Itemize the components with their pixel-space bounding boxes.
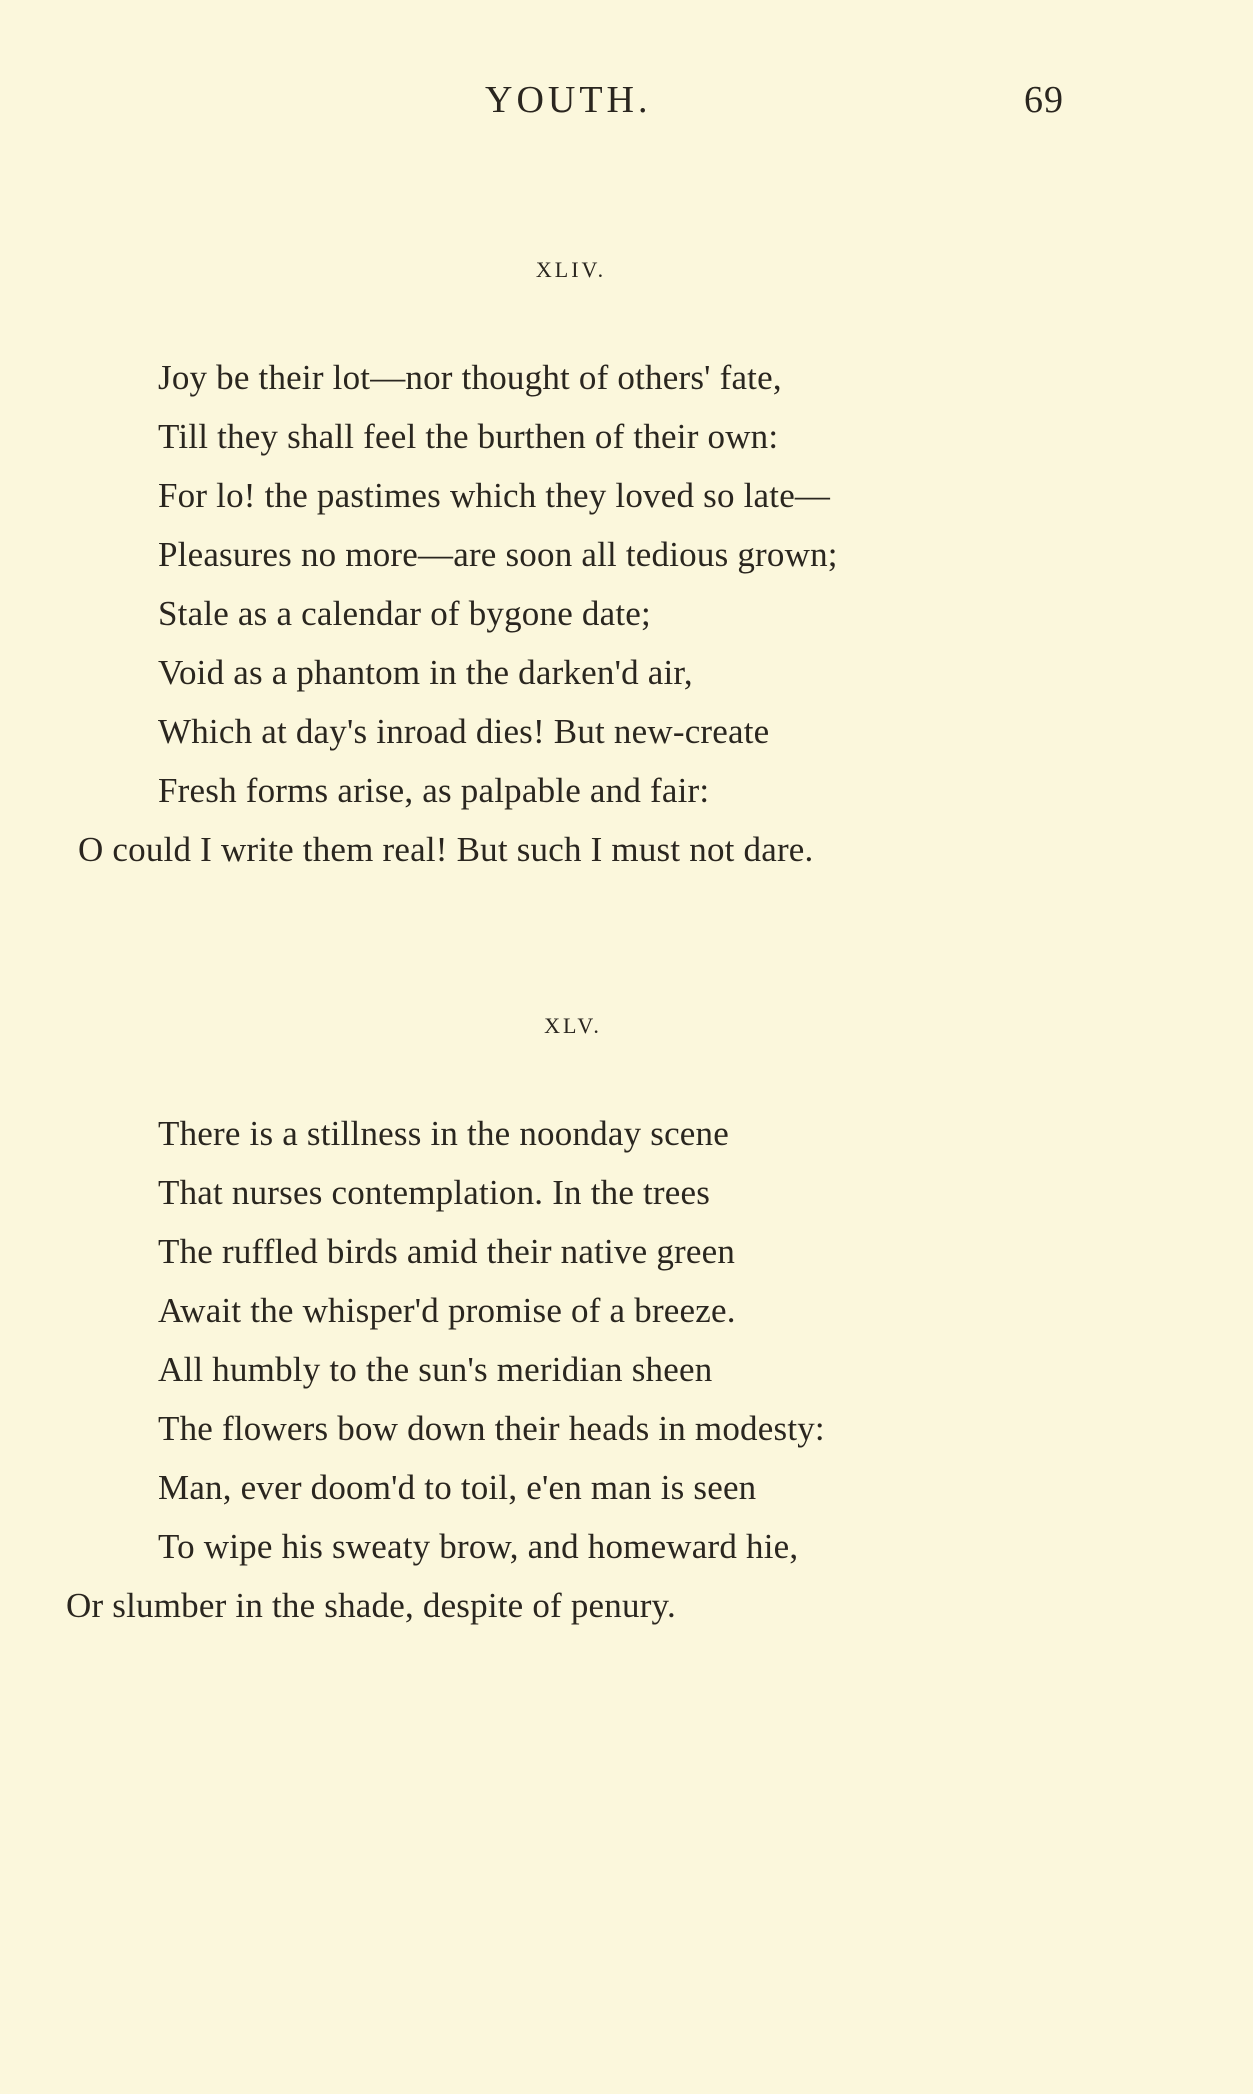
verse-line: There is a stillness in the noonday scene	[158, 1114, 729, 1153]
verse-line-alexandrine: Or slumber in the shade, despite of penury.	[66, 1586, 676, 1625]
verse-line: Which at day's inroad dies! But new-create	[158, 712, 770, 751]
running-title: YOUTH.	[485, 79, 652, 121]
verse-line: Till they shall feel the burthen of their own:	[158, 417, 779, 456]
running-head	[0, 78, 1253, 128]
verse-line: All humbly to the sun's meridian sheen	[158, 1350, 713, 1389]
verse-line-alexandrine: O could I write them real! But such I must not dare.	[78, 830, 814, 869]
stanza-number: XLV.	[544, 1013, 602, 1038]
verse-line: Fresh forms arise, as palpable and fair:	[158, 771, 710, 810]
verse-line: Man, ever doom'd to toil, e'en man is seen	[158, 1468, 757, 1507]
verse-line: Joy be their lot—nor thought of others' fate,	[158, 358, 782, 397]
verse-line: Void as a phantom in the darken'd air,	[158, 653, 693, 692]
verse-line: To wipe his sweaty brow, and homeward hie,	[158, 1527, 799, 1566]
verse-line: That nurses contemplation. In the trees	[158, 1173, 711, 1212]
verse-line: Stale as a calendar of bygone date;	[158, 594, 651, 633]
verse-line: Pleasures no more—are soon all tedious grown;	[158, 535, 838, 574]
stanza-number: XLIV.	[535, 257, 607, 282]
verse-line: For lo! the pastimes which they loved so late—	[158, 476, 831, 515]
verse-line: The flowers bow down their heads in modesty:	[158, 1409, 825, 1448]
verse-line: Await the whisper'd promise of a breeze.	[158, 1291, 736, 1330]
page-number: 69	[1024, 79, 1064, 121]
verse-line: The ruffled birds amid their native green	[158, 1232, 736, 1271]
